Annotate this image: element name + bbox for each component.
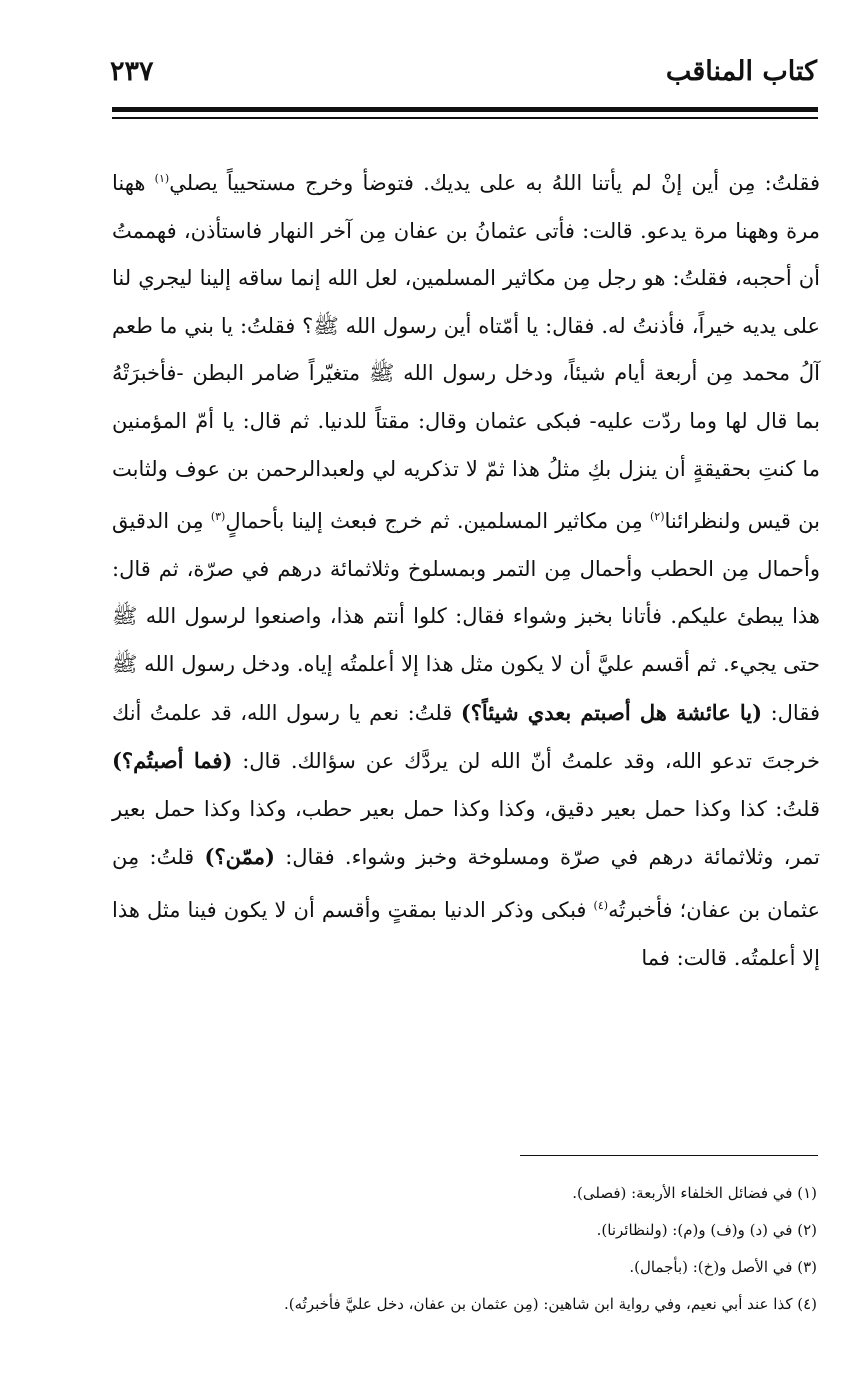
text-segment: فبكى وذكر الدنيا بمقتٍ وأقسم أن لا يكون فينا مثل هذا إلا أعلمتُه. قالت: فما xyxy=(112,897,820,970)
book-title: كتاب المناقب xyxy=(665,56,817,87)
footnote-2: (٢) في (د) و(ف) و(م): (ولنظائرنا). xyxy=(596,1221,817,1239)
footnote-separator xyxy=(520,1155,818,1156)
hadith-quote: (فما أصبتُم؟) xyxy=(112,748,233,774)
page-number: ٢٣٧ xyxy=(110,56,154,87)
header-rule-thin xyxy=(112,117,818,119)
footnote-4: (٤) كذا عند أبي نعيم، وفي رواية ابن شاهين: (مِن عثمان بن عفان، دخل عليَّ فأخبرتُه). xyxy=(283,1295,817,1313)
text-segment: فقلتُ: مِن أين إنْ لم يأتنا اللهُ به على يديك. فتوضأ وخرج مستحيياً يصلي xyxy=(169,171,820,195)
footnote-ref-4: (٤) xyxy=(593,898,609,912)
main-text xyxy=(112,155,820,982)
hadith-quote: (ممّن؟) xyxy=(204,844,275,870)
footnote-1: (١) في فضائل الخلفاء الأربعة: (فصلى). xyxy=(572,1184,817,1202)
footnote-3: (٣) في الأصل و(خ): (بأجمال). xyxy=(629,1258,817,1276)
hadith-quote: (يا عائشة هل أصبتم بعدي شيئاً؟) xyxy=(460,699,763,725)
page-header xyxy=(110,52,817,102)
main-paragraph xyxy=(112,155,820,982)
footnote-ref-1: (١) xyxy=(154,172,170,185)
text-segment: قلتُ: كذا وكذا حمل بعير دقيق، وكذا وكذا حمل بعير حطب، وكذا وكذا حمل بعير تمر، وثلاثمائة درهم في صرّة ومسلوخة وخبز وشواء. فقال: xyxy=(112,796,820,870)
footnote-ref-3: (٣) xyxy=(210,510,226,524)
text-segment: مِن الدقيق وأحمال مِن الحطب وأحمال مِن التمر وبمسلوخ وثلاثمائة درهم في صرّة، ثم قال: هذا يبطئ عليكم. فأتانا بخبز وشواء فقال: كلوا أنتم هذا، واصنعوا لرسول الله ﷺ حتى يجيء. ثم أقسم عليَّ أن لا يكون مثل هذا إلا أعلمتُه إياه. ودخل رسول الله ﷺ فقال: xyxy=(112,509,820,725)
text-segment: قلتُ: نعم يا رسول الله، قد علمتُ أنك خرجتَ تدعو الله، وقد علمتُ أنّ الله لن يردَّك عن سؤالك. قال: xyxy=(112,700,820,774)
text-segment: ههنا مرة وههنا مرة يدعو. قالت: فأتى عثمانُ بن عفان مِن آخر النهار فاستأذن، فهممتُ أن أحجبه، فقلتُ: هو رجل مِن مكاثير المسلمين، لعل الله إنما ساقه إلينا ليجري لنا على يديه خيراً، فأذنتُ له. فقال: يا أمّتاه أين رسول الله ﷺ؟ فقلتُ: يا بني ما طعم آلُ محمد مِن أربعة أيام شيئاً، ودخل رسول الله ﷺ متغيّراً ضامر البطن -فأخبرَتْهُ بما قال لها وما ردّت عليه- فبكى عثمان وقال: مقتاً للدنيا. ثم قال: يا أمّ المؤمنين ما كنتِ بحقيقةٍ أن ينزل بكِ مثلُ هذا ثمّ لا تذكريه لي ولعبدالرحمن بن عوف ولثابت بن قيس ولنظرائنا xyxy=(112,171,821,534)
footnote-ref-2: (٢) xyxy=(649,510,665,524)
text-segment: مِن مكاثير المسلمين. ثم خرج فبعث إلينا بأحمالٍ xyxy=(225,509,650,534)
text-segment: قلتُ: مِن عثمان بن عفان؛ فأخبرتُه xyxy=(112,845,821,922)
header-rule-thick xyxy=(112,107,818,112)
footnotes xyxy=(112,1175,817,1323)
